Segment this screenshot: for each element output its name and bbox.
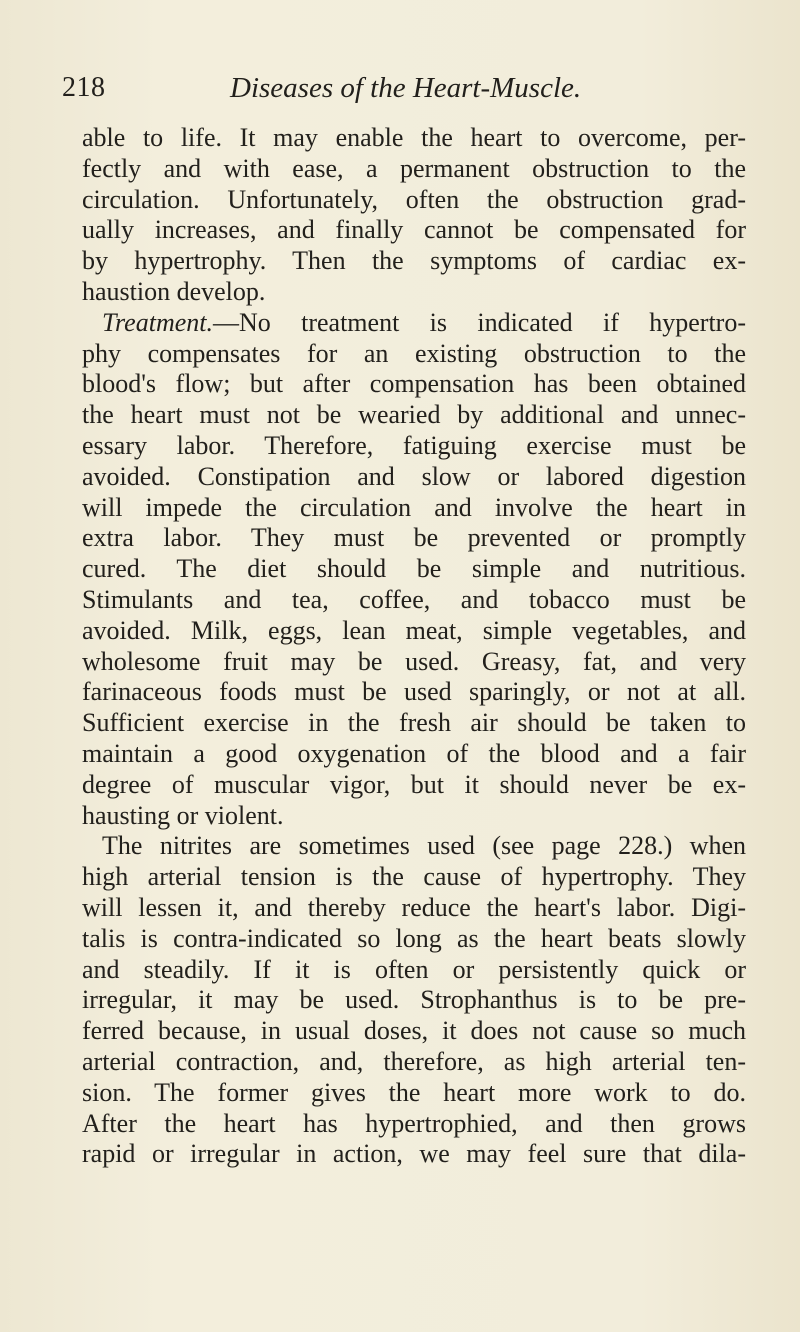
page-number: 218 [62,72,106,103]
text-line: talis is contra-indicated so long as the heart beats slowly [82,923,746,953]
text-line: haustion develop. [82,276,266,306]
text-line: and steadily. If it is often or persistently quick or [82,954,746,984]
text-line: ferred because, in usual doses, it does not cause so much [82,1016,746,1046]
text-line: maintain a good oxygenation of the blood and a fair [82,738,746,768]
text-line: avoided. Milk, eggs, lean meat, simple vegetables, and [82,615,746,645]
text-line: essary labor. Therefore, fatiguing exercise must be [82,430,746,460]
text-line: Stimulants and tea, coffee, and tobacco must be [82,584,746,614]
text-line: fectly and with ease, a permanent obstruction to the [82,153,746,183]
text-line: degree of muscular vigor, but it should never be ex- [82,769,746,799]
running-title: Diseases of the Heart-Muscle. [230,72,582,104]
text-line: blood's flow; but after compensation has been obtained [82,369,746,399]
text-line: circulation. Unfortunately, often the obstruction grad- [82,184,746,214]
text-line: wholesome fruit may be used. Greasy, fat, and very [82,646,746,676]
page-header [62,72,752,112]
text-line: the heart must not be wearied by additional and unnec- [82,400,746,430]
section-heading-treatment: Treatment. [102,307,213,337]
text-line: irregular, it may be used. Strophanthus is to be pre- [82,985,746,1015]
text-line: Sufficient exercise in the fresh air should be taken to [82,708,746,738]
text-line: After the heart has hypertrophied, and then grows [82,1108,746,1138]
text-line: extra labor. They must be prevented or promptly [82,523,746,553]
text-line: farinaceous foods must be used sparingly, or not at all. [82,677,746,707]
text-line: Treatment.—No treatment is indicated if hypertro- [102,307,746,337]
text-line: avoided. Constipation and slow or labored digestion [82,461,746,491]
text-line: by hypertrophy. Then the symptoms of cardiac ex- [82,246,746,276]
text-line: The nitrites are sometimes used (see page 228.) when [102,831,746,861]
body-text [82,123,746,1170]
text-line: sion. The former gives the heart more work to do. [82,1077,746,1107]
text-line: able to life. It may enable the heart to overcome, per- [82,123,746,152]
text-line: ually increases, and finally cannot be compensated for [82,215,746,245]
text-line: phy compensates for an existing obstruction to the [82,338,746,368]
text-line: hausting or violent. [82,800,284,830]
text-line: cured. The diet should be simple and nutritious. [82,554,746,584]
text-line: rapid or irregular in action, we may feel sure that dila- [82,1139,746,1169]
text-line: will impede the circulation and involve the heart in [82,492,746,522]
text-line: arterial contraction, and, therefore, as high arterial ten- [82,1046,746,1076]
text-line: high arterial tension is the cause of hypertrophy. They [82,862,746,892]
text-line: will lessen it, and thereby reduce the heart's labor. Digi- [82,892,746,922]
